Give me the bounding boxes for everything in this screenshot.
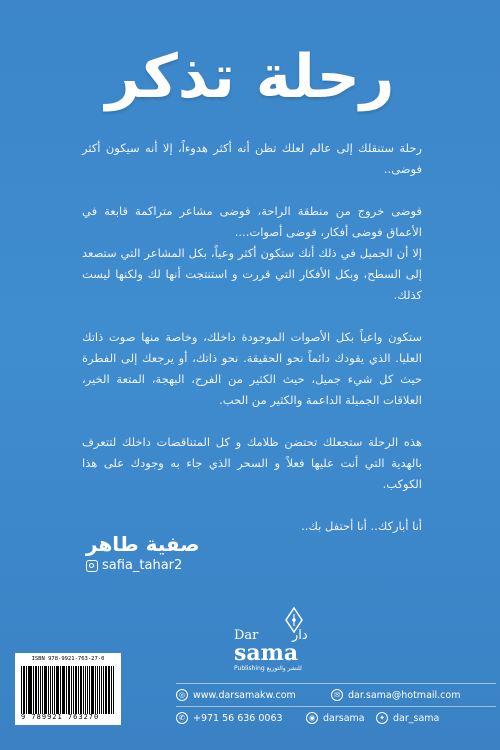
barcode-bar	[63, 666, 65, 714]
barcode-bar	[99, 666, 101, 714]
barcode-bar	[105, 666, 107, 714]
barcode-bar	[85, 666, 86, 714]
barcode-bar	[26, 666, 27, 714]
instagram-icon	[86, 560, 98, 572]
phone-item[interactable]	[176, 712, 306, 724]
contact-info	[176, 683, 496, 729]
publisher-name-ar: دار	[292, 628, 308, 643]
barcode-bar	[50, 666, 51, 714]
email-item[interactable]	[331, 689, 460, 701]
instagram-icon: ◉	[306, 712, 318, 724]
barcode-bar	[101, 666, 102, 714]
barcode-bar	[80, 666, 82, 714]
barcode-bar	[44, 666, 46, 714]
barcode-bar	[28, 666, 29, 714]
barcode-bar	[78, 666, 79, 714]
phone-text: +971 56 636 0063	[193, 712, 283, 724]
barcode-bar	[42, 666, 44, 714]
barcode-bar	[68, 666, 70, 714]
website-text: www.darsamakw.com	[193, 689, 296, 701]
barcode-bar	[71, 666, 72, 714]
barcode-bar	[89, 666, 90, 714]
barcode-bar	[108, 666, 110, 714]
globe-icon: ◎	[176, 689, 188, 701]
barcode-bar	[38, 666, 39, 714]
barcode-bars	[21, 664, 115, 714]
author-name: صفية طاهر	[86, 532, 200, 556]
barcode-bar	[35, 666, 37, 714]
barcode-bar	[113, 666, 114, 714]
website-item[interactable]	[176, 689, 331, 701]
twitter-item[interactable]	[376, 712, 439, 724]
paragraph: إلا أن الجميل في ذلك أنك ستكون أكثر وعياً، بكل المشاعر التي ستصعد إلى السطح، وبكل الأفكار التي قررت و استنتجت أنها لك ولكنها ليست كذلك.	[82, 246, 422, 302]
publisher-tagline: Publishing للنشر والتوزيع	[234, 665, 302, 672]
barcode-bar	[56, 666, 58, 714]
barcode-bar	[66, 666, 67, 714]
author-instagram[interactable]	[86, 558, 236, 573]
instagram-text: darsama	[323, 712, 365, 724]
publisher-name-en: Dar	[234, 628, 259, 643]
barcode-bar	[75, 666, 77, 714]
barcode-bar	[83, 666, 84, 714]
barcode-bar	[111, 666, 112, 714]
barcode-bar	[29, 666, 31, 714]
book-title: رحلة تذكر	[105, 42, 395, 112]
barcode-bar	[95, 666, 96, 714]
barcode-bar	[23, 666, 25, 714]
barcode-bar	[62, 666, 63, 714]
paragraph: هذه الرحلة ستجعلك تحتضن ظلامك و كل المتناقضات داخلك لتتعرف بالهدية التي أنت عليها فعلاً و السحر الذي جاء به وجودك على هذا الكوكب.	[82, 435, 422, 491]
paragraph: فوضى خروج من منطقة الراحة، فوضى مشاعر متراكمة قابعة في الأعماق فوضى أفكار، فوضى أصوات....	[82, 204, 422, 239]
instagram-item[interactable]	[306, 712, 376, 724]
publisher-brand: sama	[234, 640, 299, 666]
blurb	[82, 138, 422, 558]
barcode-bar	[73, 666, 74, 714]
isbn-text: ISBN 978-9921-763-27-0	[31, 656, 105, 662]
barcode-bar	[60, 666, 61, 714]
whatsapp-icon: ✆	[176, 712, 188, 724]
barcode-bar	[91, 666, 93, 714]
barcode-bar	[48, 666, 49, 714]
publisher-logo	[232, 604, 322, 674]
twitter-text: dar_sama	[393, 712, 440, 724]
barcode-bar	[103, 666, 104, 714]
twitter-icon: ✦	[376, 712, 388, 724]
barcode-bar	[97, 666, 98, 714]
email-text: dar.sama@hotmail.com	[348, 689, 461, 701]
barcode-bar	[40, 666, 41, 714]
author-block	[86, 532, 236, 573]
paragraph: أنا أباركك.. أنا أحتفل بك..	[301, 519, 422, 533]
paragraph: ستكون واعياً بكل الأصوات الموجودة داخلك، وخاصة منها صوت ذاتك العليا. الذي يقودك دائماً نحو الحقيقة. نحو ذاتك، أو يرجعك إلى الفطرة حيث كل شيء جميل، حيث الكثير من الفرح، البهجة، المتعة الخير، العلاقات الجميلة الداعمة والكثير من الحب.	[82, 330, 422, 407]
paragraph: رحلة ستنقلك إلى عالم لعلك تظن أنه أكثر هدوءاً، إلا أنه سيكون أكثر فوضى..	[82, 141, 422, 176]
barcode-bar	[33, 666, 34, 714]
isbn-barcode	[15, 653, 121, 725]
author-handle-text: safia_tahar2	[102, 558, 183, 573]
isbn-digits: 9 789921 763270	[21, 713, 100, 721]
email-icon: ✉	[331, 689, 343, 701]
barcode-bar	[52, 666, 54, 714]
barcode-bar	[87, 666, 89, 714]
barcode-bar	[21, 666, 22, 714]
barcode-bar	[54, 666, 55, 714]
